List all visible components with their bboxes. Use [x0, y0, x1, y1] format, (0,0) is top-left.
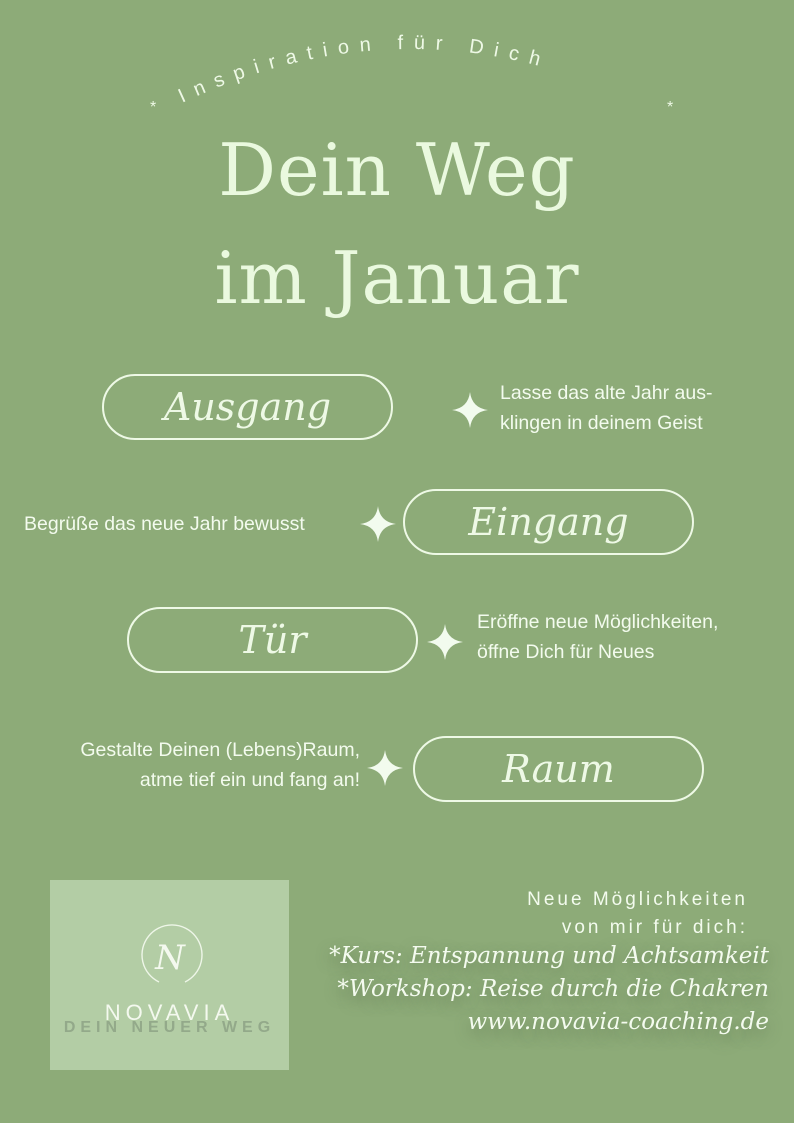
step-tuer-desc-line2: öffne Dich für Neues	[477, 641, 655, 663]
offer-course: *Kurs: Entspannung und Achtsamkeit	[329, 943, 769, 969]
step-raum-desc-line1: Gestalte Deinen (Lebens)Raum,	[80, 739, 360, 761]
logo-name: NOVAVIA	[104, 1000, 235, 1025]
title-line-2: im Januar	[214, 236, 580, 320]
tagline-arc	[0, 0, 794, 140]
offers-heading-line1: Neue Möglichkeiten	[527, 889, 748, 910]
step-eingang-desc-line1: Begrüße das neue Jahr bewusst	[24, 513, 305, 535]
logo-tagline: DEIN NEUER WEG	[63, 1019, 276, 1036]
monogram-circle-icon	[135, 922, 205, 992]
step-raum-pill	[413, 736, 704, 802]
step-tuer-desc-line1: Eröffne neue Möglichkeiten,	[477, 611, 719, 633]
step-ausgang-desc-line2: klingen in deinem Geist	[500, 412, 703, 434]
step-ausgang-pill	[102, 374, 393, 440]
monogram-letter: N	[155, 938, 185, 978]
offer-website[interactable]: www.novavia-coaching.de	[467, 1009, 769, 1035]
step-tuer-desc	[477, 607, 718, 667]
step-ausgang-desc-line1: Lasse das alte Jahr aus-	[500, 382, 713, 404]
title-line-1: Dein Weg	[218, 128, 576, 212]
novavia-logo	[50, 880, 289, 1070]
step-eingang-desc	[24, 509, 305, 539]
offers-heading-line2: von mir für dich:	[561, 917, 748, 938]
sparkle-icon	[452, 392, 488, 428]
step-raum-desc-line2: atme tief ein und fang an!	[139, 769, 360, 791]
tagline-text: Inspiration für Dich	[174, 31, 554, 108]
tagline-star-left: *	[150, 99, 157, 116]
sparkle-icon	[367, 750, 403, 786]
step-tuer-label: Tür	[238, 618, 307, 662]
sparkle-icon	[427, 624, 463, 660]
step-ausgang-desc	[500, 378, 712, 438]
step-eingang-label: Eingang	[468, 500, 629, 544]
offers-list	[329, 940, 769, 1039]
step-eingang-pill	[403, 489, 694, 555]
sparkle-icon	[360, 506, 396, 542]
step-raum-label: Raum	[502, 747, 615, 791]
svg-text:Inspiration für Dich	[175, 32, 553, 108]
step-raum-desc	[80, 735, 360, 795]
tagline-star-right: *	[667, 99, 674, 116]
offer-workshop: *Workshop: Reise durch die Chakren	[337, 976, 769, 1002]
step-tuer-pill	[127, 607, 418, 673]
step-ausgang-label: Ausgang	[163, 385, 332, 429]
offers-heading	[527, 886, 748, 942]
